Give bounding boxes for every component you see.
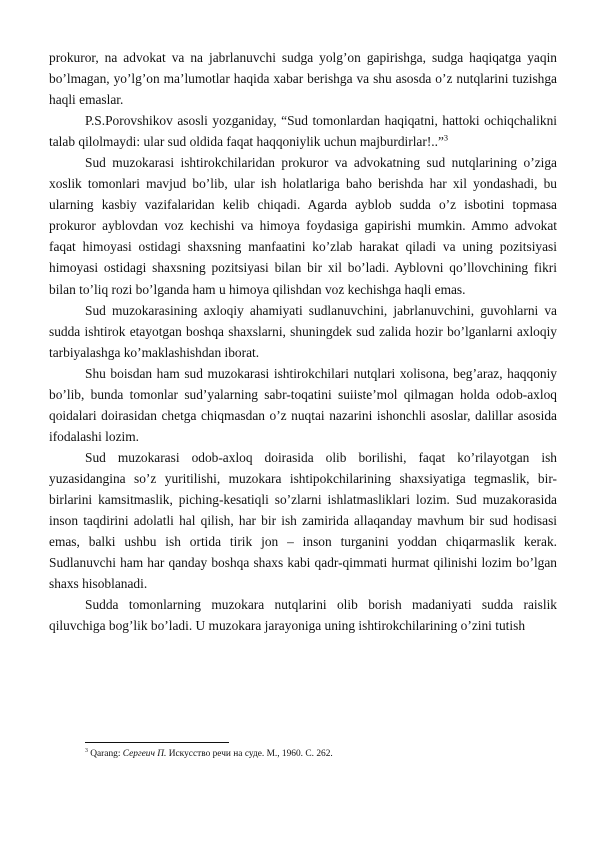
footnote-reference[interactable]: 3: [443, 133, 449, 143]
paragraph-5: Shu boisdan ham sud muzokarasi ishtirokchilari nutqlari xolisona, beg’araz, haqqoniy bo’lib, bunda tomonlar sud’yalarning sabr-toqatini suiiste’mol qilmagan holda odob-axloq qoidalari doirasidan chetga chiqmasdan o’z nuqtai nazarini ishonchli asoslar, dalillar asosida ifodalashi lozim.: [49, 365, 557, 444]
footnote-citation: Искусство речи на суде. М., 1960. С. 262.: [166, 749, 333, 759]
paragraph-6: Sud muzokarasi odob-axloq doirasida olib borilishi, faqat ko’rilayotgan ish yuzasidangina so’z yuritilishi, muzokara ishtipokchilarining shaxsiyatiga tegmaslik, bir-birlarini kamsitmaslik, piching-kesatiqli so’zlarni ishlatmasliklari lozim. Sud muzakorasida inson taqdirini adolatli hal qilish, har bir ish zamirida allaqanday mavhum bir sud hodisasi emas, balki ushbu ish ortida tirik jon – inson turganini yoddan chiqarmaslik kerak. Sudlanuvchi ham har qanday boshqa shaxs kabi qadr-qimmati hurmat qilinishi lozim bo’lgan shaxs hisoblanadi.: [49, 449, 557, 592]
paragraph-2-text: P.S.Porovshikov asosli yozganiday, “Sud tomonlardan haqiqatni, hattoki ochiqchalikni talab qilolmaydi: ular sud oldida faqat haqqoniylik uchun majburdirlar!..”: [49, 113, 557, 150]
paragraph-7: Sudda tomonlarning muzokara nutqlarini olib borish madaniyati sudda raislik qiluvchiga bog’lik bo’ladi. U muzokara jarayoniga uning ishtirokchilarining o’zini tutish: [49, 597, 557, 634]
footnote: [85, 748, 545, 760]
paragraph-2: [49, 110, 557, 152]
footnote-number: 3: [85, 747, 88, 754]
paragraph-3: Sud muzokarasi ishtirokchilaridan prokuror va advokatning sud nutqlarining o’ziga xoslik tomonlari mavjud bo’lib, ular ish holatlariga baho berishda har xil yondashadi, bu ularning kasbiy vazifalaridan kelib chiqadi. Agarda ayblob sudda o’z isbotini topmasa prokuror ayblovdan voz kechishi va himoya foydasiga gapirishi mumkin. Ammo advokat faqat himoyasi ostidagi shaxsning manfaatini ko’zlab harakat qiladi va uning pozitsiyasi himoyasi ostidagi shaxsning pozitsiyasi bilan bir xil bo’ladi. Ayblovni qo’llovchining fikri bilan to’liq rozi bo’lganda ham u himoya qilishdan voz kechishga haqli emas.: [49, 155, 557, 297]
paragraph-1: prokuror, na advokat va na jabrlanuvchi sudga yolg’on gapirishga, sudga haqiqatga yaqin bo’lmagan, yo’lg’on ma’lumotlar haqida xabar berishga va shu asosda o’z nutqlarini tuzishga haqli emaslar.: [49, 50, 557, 108]
footnote-author: Сергеич П.: [122, 749, 167, 759]
footnote-separator: [85, 742, 229, 743]
document-body: [49, 47, 557, 636]
paragraph-4: Sud muzokarasining axloqiy ahamiyati sudlanuvchini, jabrlanuvchini, guvohlarni va sudda ishtirok etayotgan boshqa shaxslarni, shuningdek sud zalida hozir bo’lganlarni axloqiy tarbiyalashga ko’maklashishdan iborat.: [49, 302, 557, 360]
footnote-prefix: Qarang:: [87, 749, 123, 759]
